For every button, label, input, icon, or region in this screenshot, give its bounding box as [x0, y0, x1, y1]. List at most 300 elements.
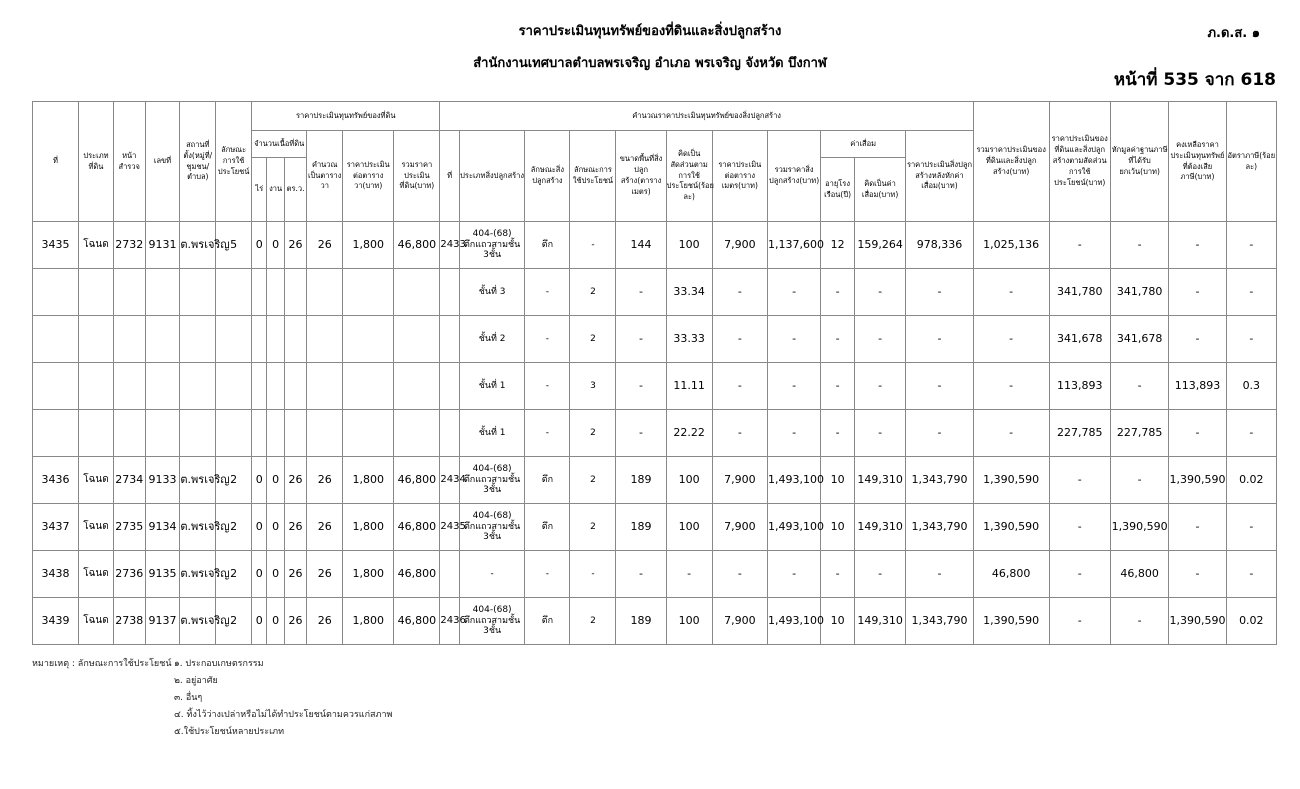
table-cell: - — [906, 316, 974, 363]
table-cell: 2435 — [440, 504, 459, 551]
table-cell: 3437 — [33, 504, 79, 551]
table-cell: - — [616, 316, 666, 363]
table-cell: 0 — [267, 222, 284, 269]
table-cell: 46,800 — [394, 222, 440, 269]
table-cell — [113, 410, 145, 457]
table-cell: - — [712, 316, 767, 363]
table-cell: - — [712, 410, 767, 457]
table-cell: 2 — [570, 269, 616, 316]
table-cell: ต.พรเจริญ — [180, 551, 216, 598]
table-cell: 144 — [616, 222, 666, 269]
table-cell: - — [906, 269, 974, 316]
table-cell: 0 — [252, 222, 267, 269]
table-cell — [343, 269, 394, 316]
table-row — [33, 269, 1277, 316]
table-cell: 9134 — [145, 504, 180, 551]
header-land-type: ประเภทที่ดิน — [79, 102, 114, 222]
header-after-depreciation: ราคาประเมินสิ่งปลูกสร้างหลังหักค่าเสื่อม(บาท) — [906, 131, 974, 222]
table-cell: 2436 — [440, 598, 459, 645]
table-cell — [440, 316, 459, 363]
table-cell — [267, 316, 284, 363]
header-building-no: ที่ — [440, 131, 459, 222]
table-cell: - — [712, 269, 767, 316]
header-no: ที่ — [33, 102, 79, 222]
table-cell: 2734 — [113, 457, 145, 504]
table-cell: - — [854, 551, 905, 598]
header-land-group: ราคาประเมินทุนทรัพย์ของที่ดิน — [252, 102, 440, 131]
table-cell: 404-(68) ตึกแถวสามชั้น 3ชั้น — [459, 598, 525, 645]
table-cell — [79, 363, 114, 410]
header-building-group: คำนวณราคาประเมินทุนทรัพย์ของสิ่งปลูกสร้าง — [440, 102, 973, 131]
table-cell: 2 — [570, 410, 616, 457]
table-cell: ตึก — [525, 504, 570, 551]
header-number: เลขที่ — [145, 102, 180, 222]
table-cell: 113,893 — [1169, 363, 1226, 410]
table-cell: 26 — [307, 551, 343, 598]
table-cell: 189 — [616, 504, 666, 551]
table-cell: 26 — [284, 457, 307, 504]
table-cell: - — [1169, 269, 1226, 316]
table-cell: 3436 — [33, 457, 79, 504]
table-cell: - — [1169, 551, 1226, 598]
table-cell: 10 — [821, 457, 855, 504]
table-cell: - — [767, 363, 820, 410]
table-cell: 1,800 — [343, 504, 394, 551]
table-row — [33, 410, 1277, 457]
note-item: ๑. ประกอบเกษตรกรรม — [174, 659, 264, 669]
table-cell: ต.พรเจริญ — [180, 222, 216, 269]
header-total-land-price: รวมราคาประเมินที่ดิน(บาท) — [394, 131, 440, 222]
header-calc-sqwa: คำนวณเป็นตารางวา — [307, 131, 343, 222]
table-cell: 0 — [267, 551, 284, 598]
table-cell: 11.11 — [666, 363, 712, 410]
table-cell — [145, 316, 180, 363]
table-cell: 149,310 — [854, 598, 905, 645]
table-cell: - — [666, 551, 712, 598]
table-cell — [252, 316, 267, 363]
table-cell: 33.34 — [666, 269, 712, 316]
table-cell: 227,785 — [1110, 410, 1168, 457]
header-sqwa: ตร.ว. — [284, 158, 307, 222]
header-depreciation-amount: คิดเป็นค่าเสื่อม(บาท) — [854, 158, 905, 222]
table-cell: - — [973, 316, 1049, 363]
table-cell — [440, 551, 459, 598]
table-cell: - — [1110, 363, 1168, 410]
table-cell: 0 — [267, 598, 284, 645]
header-building-price-sqm: ราคาประเมินต่อตารางเมตร(บาท) — [712, 131, 767, 222]
form-code: ภ.ด.ส. ๑ — [1207, 26, 1260, 41]
table-cell: 1,025,136 — [973, 222, 1049, 269]
table-cell — [33, 269, 79, 316]
table-cell — [216, 410, 252, 457]
notes-section — [32, 656, 392, 741]
table-cell: - — [767, 551, 820, 598]
header-remaining: คงเหลือราคาประเมินทุนทรัพย์ที่ต้องเสียภาษี(บาท) — [1169, 102, 1226, 222]
table-cell: - — [973, 410, 1049, 457]
table-cell: 978,336 — [906, 222, 974, 269]
header-building-use: ลักษณะการใช้ประโยชน์ — [570, 131, 616, 222]
table-cell: 46,800 — [394, 551, 440, 598]
table-cell — [440, 410, 459, 457]
table-cell — [180, 269, 216, 316]
header-location: สถานที่ตั้ง(หมู่ที่/ชุมชน/ตำบล) — [180, 102, 216, 222]
table-cell: - — [1226, 410, 1276, 457]
table-cell: - — [570, 222, 616, 269]
table-cell: - — [1049, 598, 1110, 645]
table-cell: 7,900 — [712, 504, 767, 551]
header-depreciation-group: ค่าเสื่อม — [821, 131, 906, 158]
table-cell: 2 — [570, 598, 616, 645]
table-cell: - — [570, 551, 616, 598]
table-cell: - — [1226, 269, 1276, 316]
table-cell — [394, 363, 440, 410]
table-cell: - — [767, 316, 820, 363]
table-cell — [440, 363, 459, 410]
header-tax-rate: อัตราภาษี(ร้อยละ) — [1226, 102, 1276, 222]
table-cell: 1,137,600 — [767, 222, 820, 269]
table-row — [33, 457, 1277, 504]
table-cell: - — [1169, 504, 1226, 551]
table-cell: 33.33 — [666, 316, 712, 363]
table-cell: โฉนด — [79, 598, 114, 645]
table-row — [33, 316, 1277, 363]
table-cell: - — [821, 551, 855, 598]
header-building-total: รวมราคาสิ่งปลูกสร้าง(บาท) — [767, 131, 820, 222]
table-cell: - — [459, 551, 525, 598]
table-cell: 2433 — [440, 222, 459, 269]
table-cell: 1,390,590 — [973, 504, 1049, 551]
table-cell: 1,390,590 — [973, 598, 1049, 645]
table-cell: 46,800 — [394, 598, 440, 645]
table-cell: - — [525, 551, 570, 598]
table-cell: 341,678 — [1049, 316, 1110, 363]
table-cell: - — [854, 410, 905, 457]
table-cell: 100 — [666, 222, 712, 269]
table-cell — [394, 269, 440, 316]
table-cell: - — [712, 363, 767, 410]
table-cell: - — [1226, 222, 1276, 269]
header-survey-page: หน้าสำรวจ — [113, 102, 145, 222]
table-cell: ชั้นที่ 1 — [459, 363, 525, 410]
table-cell: - — [712, 551, 767, 598]
header-use-type: ลักษณะการใช้ประโยชน์ — [216, 102, 252, 222]
table-cell: 0 — [252, 504, 267, 551]
table-cell: 7,900 — [712, 222, 767, 269]
table-cell — [180, 363, 216, 410]
table-cell — [252, 410, 267, 457]
table-cell: - — [1049, 504, 1110, 551]
table-cell: 1,343,790 — [906, 457, 974, 504]
table-cell: - — [1169, 222, 1226, 269]
table-cell — [216, 316, 252, 363]
table-cell: 159,264 — [854, 222, 905, 269]
table-cell — [284, 410, 307, 457]
table-cell: 149,310 — [854, 504, 905, 551]
table-cell: - — [1169, 410, 1226, 457]
table-row — [33, 222, 1277, 269]
table-cell — [307, 316, 343, 363]
table-cell — [216, 269, 252, 316]
header-rai: ไร่ — [252, 158, 267, 222]
table-cell: 0 — [252, 598, 267, 645]
table-cell: ต.พรเจริญ — [180, 598, 216, 645]
table-cell: 5 — [216, 222, 252, 269]
table-cell: 2 — [216, 598, 252, 645]
table-cell: ชั้นที่ 1 — [459, 410, 525, 457]
table-cell: โฉนด — [79, 504, 114, 551]
table-cell: ตึก — [525, 222, 570, 269]
table-cell: ตึก — [525, 598, 570, 645]
table-cell: 1,390,590 — [1110, 504, 1168, 551]
table-cell: - — [1110, 457, 1168, 504]
table-cell — [113, 316, 145, 363]
table-cell: 9135 — [145, 551, 180, 598]
table-cell: 1,390,590 — [1169, 457, 1226, 504]
table-cell — [113, 363, 145, 410]
table-cell: 1,800 — [343, 598, 394, 645]
table-cell: โฉนด — [79, 551, 114, 598]
table-cell: - — [973, 269, 1049, 316]
table-cell: 404-(68) ตึกแถวสามชั้น 3ชั้น — [459, 504, 525, 551]
table-cell: - — [525, 316, 570, 363]
header-price-per-sqwa: ราคาประเมินต่อตารางวา(บาท) — [343, 131, 394, 222]
table-cell: 1,390,590 — [1169, 598, 1226, 645]
note-item: ๔. ทิ้งไว้ว่างเปล่าหรือไม่ได้ทำประโยชน์ตามควรแก่สภาพ — [174, 710, 393, 720]
table-body — [33, 222, 1277, 645]
table-cell: ต.พรเจริญ — [180, 457, 216, 504]
table-cell: 26 — [284, 551, 307, 598]
page-title: ราคาประเมินทุนทรัพย์ของที่ดินและสิ่งปลูกสร้าง — [518, 24, 782, 39]
table-cell: 7,900 — [712, 598, 767, 645]
table-cell: - — [821, 410, 855, 457]
header-age: อายุโรงเรือน(ปี) — [821, 158, 855, 222]
table-cell — [394, 410, 440, 457]
table-cell: ต.พรเจริญ — [180, 504, 216, 551]
table-cell — [284, 316, 307, 363]
table-cell: 10 — [821, 598, 855, 645]
table-cell: 3438 — [33, 551, 79, 598]
table-cell: 9137 — [145, 598, 180, 645]
table-row — [33, 504, 1277, 551]
header-building-size: ขนาดพื้นที่สิ่งปลูกสร้าง(ตารางเมตร) — [616, 131, 666, 222]
table-cell — [343, 316, 394, 363]
table-cell: 100 — [666, 504, 712, 551]
table-cell: 26 — [284, 504, 307, 551]
table-cell: - — [1049, 551, 1110, 598]
table-cell: 404-(68) ตึกแถวสามชั้น 3ชั้น — [459, 222, 525, 269]
table-cell: - — [1226, 551, 1276, 598]
table-cell: 0.3 — [1226, 363, 1276, 410]
table-cell: - — [821, 269, 855, 316]
table-cell — [216, 363, 252, 410]
table-cell: 46,800 — [1110, 551, 1168, 598]
table-cell — [79, 410, 114, 457]
table-cell: - — [767, 269, 820, 316]
table-cell: 100 — [666, 598, 712, 645]
table-cell: - — [1226, 316, 1276, 363]
table-cell: 2434 — [440, 457, 459, 504]
table-cell: - — [906, 551, 974, 598]
table-cell: ตึก — [525, 457, 570, 504]
table-cell: - — [1110, 222, 1168, 269]
table-cell: 113,893 — [1049, 363, 1110, 410]
table-cell — [343, 410, 394, 457]
table-cell: 26 — [284, 598, 307, 645]
table-cell: - — [767, 410, 820, 457]
table-cell — [79, 316, 114, 363]
header-area-group: จำนวนเนื้อที่ดิน — [252, 131, 307, 158]
table-cell: 1,493,100 — [767, 457, 820, 504]
table-cell: 189 — [616, 598, 666, 645]
table-cell — [284, 269, 307, 316]
table-cell: 2732 — [113, 222, 145, 269]
table-cell: ชั้นที่ 2 — [459, 316, 525, 363]
table-cell — [180, 410, 216, 457]
table-cell: - — [854, 363, 905, 410]
table-cell: 1,800 — [343, 551, 394, 598]
table-cell: 341,780 — [1110, 269, 1168, 316]
table-cell — [307, 410, 343, 457]
table-cell: - — [525, 269, 570, 316]
table-cell: 341,678 — [1110, 316, 1168, 363]
table-cell: 1,343,790 — [906, 504, 974, 551]
table-cell: 2735 — [113, 504, 145, 551]
table-cell: 22.22 — [666, 410, 712, 457]
notes-heading: หมายเหตุ : ลักษณะการใช้ประโยชน์ — [32, 659, 172, 669]
note-item: ๒. อยู่อาศัย — [174, 676, 218, 686]
table-row — [33, 598, 1277, 645]
table-cell — [394, 316, 440, 363]
table-cell: 0.02 — [1226, 598, 1276, 645]
table-cell: 3439 — [33, 598, 79, 645]
table-cell: 0.02 — [1226, 457, 1276, 504]
table-cell — [180, 316, 216, 363]
table-cell: 26 — [307, 504, 343, 551]
table-cell: 1,800 — [343, 222, 394, 269]
table-cell — [145, 410, 180, 457]
table-cell: 2 — [216, 457, 252, 504]
office-subtitle: สำนักงานเทศบาลตำบลพรเจริญ อำเภอ พรเจริญ จังหวัด บึงกาฬ — [473, 56, 827, 71]
table-cell: 46,800 — [394, 504, 440, 551]
table-cell: 100 — [666, 457, 712, 504]
table-cell: 12 — [821, 222, 855, 269]
table-cell: 3435 — [33, 222, 79, 269]
table-cell: - — [1049, 222, 1110, 269]
table-cell: - — [821, 316, 855, 363]
table-cell — [284, 363, 307, 410]
header-sum-total: รวมราคาประเมินของที่ดินและสิ่งปลูกสร้าง(บาท) — [973, 102, 1049, 222]
header-by-use: ราคาประเมินของที่ดินและสิ่งปลูกสร้างตามสัดส่วนการใช้ประโยชน์(บาท) — [1049, 102, 1110, 222]
table-cell: 26 — [307, 457, 343, 504]
table-cell: 2738 — [113, 598, 145, 645]
header-exempt: หักมูลค่าฐานภาษีที่ได้รับยกเว้น(บาท) — [1110, 102, 1168, 222]
table-cell — [79, 269, 114, 316]
table-cell: - — [616, 551, 666, 598]
table-cell: 341,780 — [1049, 269, 1110, 316]
table-cell: 9133 — [145, 457, 180, 504]
table-cell: 1,493,100 — [767, 504, 820, 551]
table-cell: 0 — [267, 504, 284, 551]
table-cell: 10 — [821, 504, 855, 551]
table-cell — [252, 363, 267, 410]
table-cell: 227,785 — [1049, 410, 1110, 457]
table-cell: 2 — [570, 504, 616, 551]
table-cell: 404-(68) ตึกแถวสามชั้น 3ชั้น — [459, 457, 525, 504]
table-cell: 2 — [570, 457, 616, 504]
table-cell — [33, 410, 79, 457]
header-building-type: ประเภทสิ่งปลูกสร้าง — [459, 131, 525, 222]
header-ngan: งาน — [267, 158, 284, 222]
table-cell: - — [854, 269, 905, 316]
table-cell: - — [973, 363, 1049, 410]
header-building-percent: คิดเป็นสัดส่วนตามการใช้ประโยชน์(ร้อยละ) — [666, 131, 712, 222]
page-number: หน้าที่ 535 จาก 618 — [1113, 70, 1276, 90]
table-cell: 189 — [616, 457, 666, 504]
table-cell: 26 — [307, 598, 343, 645]
assessment-table — [32, 101, 1277, 645]
table-cell: 1,800 — [343, 457, 394, 504]
table-cell: - — [906, 410, 974, 457]
table-cell: 3 — [570, 363, 616, 410]
table-cell: - — [1169, 316, 1226, 363]
table-cell: - — [1110, 598, 1168, 645]
table-cell — [267, 410, 284, 457]
table-cell: 2736 — [113, 551, 145, 598]
table-cell: 149,310 — [854, 457, 905, 504]
table-cell — [267, 363, 284, 410]
table-cell — [145, 363, 180, 410]
table-cell: 9131 — [145, 222, 180, 269]
table-cell: 7,900 — [712, 457, 767, 504]
table-cell — [267, 269, 284, 316]
table-cell: 26 — [307, 222, 343, 269]
header-building-char: ลักษณะสิ่งปลูกสร้าง — [525, 131, 570, 222]
table-cell: - — [821, 363, 855, 410]
table-cell: 1,493,100 — [767, 598, 820, 645]
table-cell — [252, 269, 267, 316]
table-cell: - — [616, 410, 666, 457]
table-cell: - — [525, 363, 570, 410]
table-cell: - — [525, 410, 570, 457]
table-cell: 1,343,790 — [906, 598, 974, 645]
table-cell — [33, 363, 79, 410]
table-cell — [145, 269, 180, 316]
table-cell: - — [1226, 504, 1276, 551]
table-cell: 0 — [252, 457, 267, 504]
table-cell: 2 — [570, 316, 616, 363]
table-cell: โฉนด — [79, 222, 114, 269]
table-cell: - — [616, 269, 666, 316]
table-cell: 0 — [267, 457, 284, 504]
table-cell — [440, 269, 459, 316]
table-cell: - — [906, 363, 974, 410]
table-cell: - — [616, 363, 666, 410]
table-row — [33, 363, 1277, 410]
table-cell: - — [1049, 457, 1110, 504]
table-row — [33, 551, 1277, 598]
table-cell: 0 — [252, 551, 267, 598]
table-cell — [343, 363, 394, 410]
table-cell: 2 — [216, 504, 252, 551]
table-cell: ชั้นที่ 3 — [459, 269, 525, 316]
table-cell: 26 — [284, 222, 307, 269]
table-cell — [33, 316, 79, 363]
table-cell — [307, 269, 343, 316]
table-cell — [307, 363, 343, 410]
table-cell: โฉนด — [79, 457, 114, 504]
table-cell — [113, 269, 145, 316]
note-item: ๓. อื่นๆ — [174, 693, 203, 703]
